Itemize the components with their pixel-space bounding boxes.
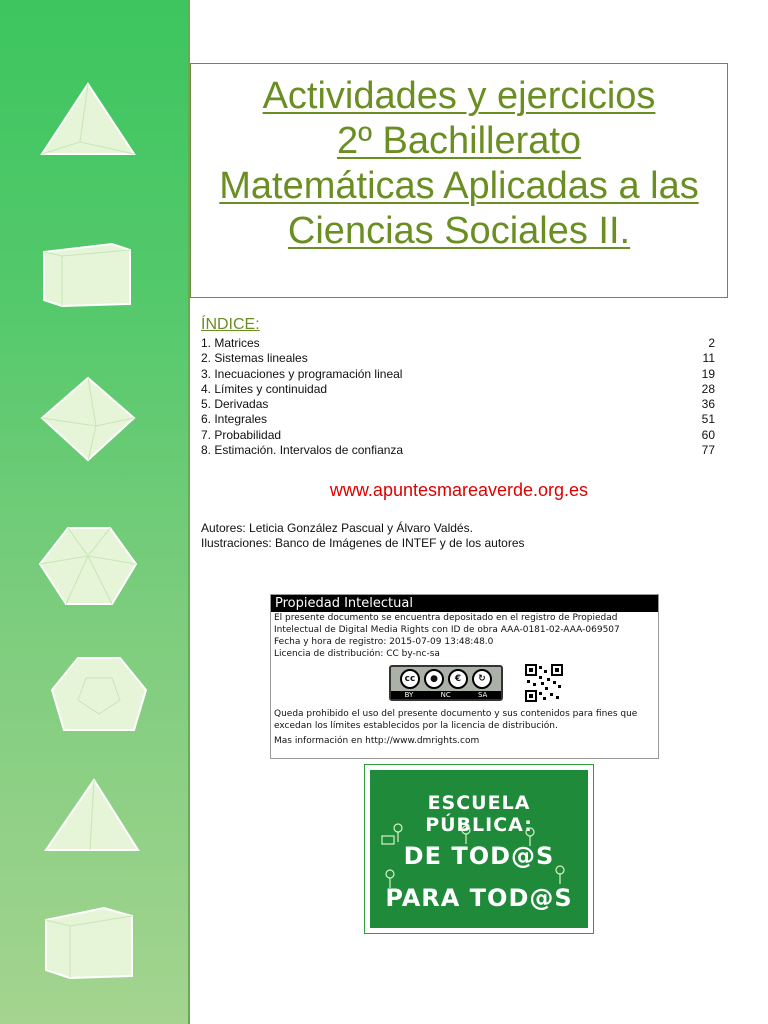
license-text: El presente documento se encuentra depositado en el registro de Propiedad: [274, 613, 618, 623]
index-item: [201, 412, 715, 427]
index-item: [201, 397, 715, 412]
license-heading: Propiedad Intelectual: [271, 595, 658, 612]
index-item-label: 2. Sistemas lineales: [201, 351, 308, 366]
authors-line: Autores: Leticia González Pascual y Álvaro Valdés.: [201, 521, 473, 535]
intellectual-property-notice: [270, 594, 659, 759]
sharealike-icon: ↻: [472, 669, 492, 689]
index-item-page: 11: [702, 351, 715, 366]
license-more-info: Mas información en http://www.dmrights.com: [274, 736, 480, 746]
escuela-line-1: ESCUELA PÚBLICA:: [425, 792, 533, 836]
cc-by-nc-sa-badge: [389, 665, 503, 701]
index-item-label: 1. Matrices: [201, 336, 260, 350]
license-date: Fecha y hora de registro: 2015-07-09 13:48:48.0: [274, 637, 494, 647]
index-item-page: 77: [701, 443, 715, 458]
index-item-label: 7. Probabilidad: [201, 427, 282, 442]
escuela-line-2: DE TOD@S: [403, 842, 555, 870]
attribution-icon: ●: [424, 669, 444, 689]
index-item-page: 19: [701, 366, 715, 381]
license-text: Queda prohibido el uso del presente documento y sus contenidos para fines que: [274, 709, 638, 719]
index-item-label: 6. Integrales: [201, 412, 268, 427]
index-item-page: 36: [701, 397, 715, 412]
dodecahedron-icon: [50, 656, 148, 738]
index-item-label: 5. Derivadas: [201, 397, 269, 412]
index-item-label: 3. Inecuaciones y programación lineal: [201, 366, 403, 381]
index-item-page: 28: [701, 381, 715, 396]
index-heading: ÍNDICE:: [201, 316, 260, 333]
index-item: [201, 382, 715, 397]
table-of-contents: [201, 316, 715, 458]
cc-icon: cc: [400, 669, 420, 689]
index-item-page: 2: [708, 336, 715, 350]
index-item: [201, 367, 715, 382]
index-item-page: 51: [701, 412, 715, 427]
escuela-line-3: PARA TOD@S: [385, 884, 573, 912]
illustrations-line: Ilustraciones: Banco de Imágenes de INTEF y de los autores: [201, 536, 525, 550]
index-item: [201, 351, 715, 366]
escuela-publica-logo: [364, 764, 594, 934]
badge-nc-label: NC: [440, 691, 451, 699]
index-item: [201, 336, 715, 351]
cube-icon: [42, 242, 132, 308]
title-line-1: Actividades y ejercicios: [262, 75, 656, 117]
license-type: Licencia de distribución: CC by-nc-sa: [274, 649, 440, 659]
index-item: [201, 443, 715, 458]
title-line-3: Matemáticas Aplicadas a las: [219, 165, 699, 207]
title-line-4: Ciencias Sociales II.: [287, 210, 631, 252]
decorative-sidebar: [0, 0, 190, 1024]
qr-code-icon: [525, 664, 563, 702]
noncommercial-icon: €: [448, 669, 468, 689]
badge-by-label: BY: [404, 691, 414, 699]
index-item-label: 8. Estimación. Intervalos de confianza: [201, 443, 404, 458]
icosahedron-icon: [38, 526, 138, 606]
pyramid-icon: [44, 778, 140, 854]
badge-sa-label: SA: [477, 691, 488, 699]
title-box: [190, 63, 728, 298]
license-text: excedan los límites establecidos por la licencia de distribución.: [274, 721, 558, 731]
website-link[interactable]: www.apuntesmareaverde.org.es: [329, 480, 589, 500]
children-drawings-icon: [370, 770, 588, 928]
tetrahedron-icon: [40, 82, 136, 158]
index-item: [201, 428, 715, 443]
authors-block: [201, 521, 525, 551]
prism-icon: [42, 906, 134, 980]
index-item-label: 4. Límites y continuidad: [201, 381, 328, 396]
index-item-page: 60: [701, 427, 715, 442]
license-badges: [271, 664, 658, 702]
title-line-2: 2º Bachillerato: [336, 120, 582, 162]
octahedron-icon: [40, 376, 136, 462]
license-text: Intelectual de Digital Media Rights con ID de obra AAA-0181-02-AAA-069507: [274, 625, 620, 635]
